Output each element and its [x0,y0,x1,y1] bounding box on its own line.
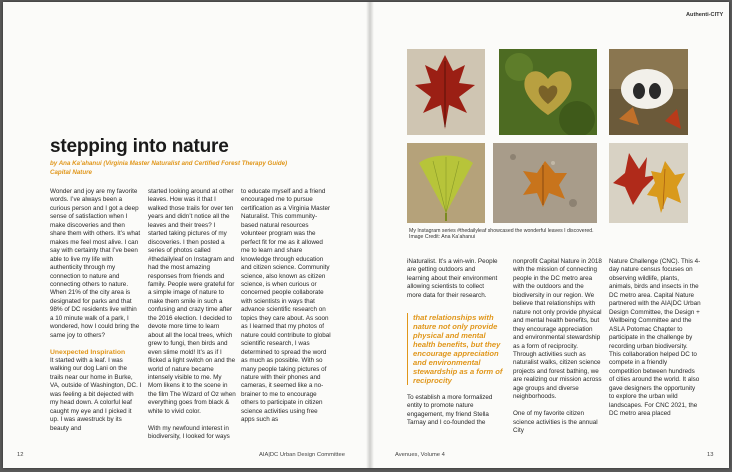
text-column-1 [50,188,142,441]
photo-dog-paw-with-leaves [609,49,688,135]
text-column-6 [609,258,701,427]
author-line: by Ana Ka’ahanui (Virginia Master Naturalist and Certified Forest Therapy Guide) [50,160,288,167]
photo-leaf-on-stone [493,143,597,223]
left-footer-title: AIA|DC Urban Design Committee [259,452,345,458]
text-column-5 [513,258,603,444]
subheading: Unexpected Inspiration [50,348,126,356]
photo-ginkgo-leaf [407,143,485,223]
photo-red-oak-leaf [407,49,485,135]
paragraph: nonprofit Capital Nature in 2018 with the mission of connecting people in the DC metro area with the outdoors and the biodiversity in our region. We believe that relationships with nature not only provide physical and mental health benefits, but they encourage appreciation and environmental stewardship as a form of reciprocity. Through activities such as naturalist walks, citizen science projects and forest bathing, we are realizing our mission across age groups and diverse neighborhoods. [513,258,602,401]
paragraph: started looking around at other leaves. How was it that I walked those trails for over ten years and didn’t notice all the leaves and their trees? I started taking pictures of my discoveries. I then posted a series of photos called #thedailyleaf on Instagram and had the most amazing responses from friends and family. People were grateful for a simple image of nature to make them smile in such a confusing and crazy time after the 2016 election. I decided to devote more time to learn about all the local trees, which grew to fungi, then birds and even slime mold! It’s as if I flicked a light switch on and the world of nature became intensely visible to me. My Mom likens it to the scene in the film The Wizard of Oz when everything goes from black & white to vivid color. [148,188,236,415]
photo-red-and-yellow-leaves [609,143,688,223]
paragraph: With my newfound interest in biodiversity, I looked for ways [148,424,230,441]
page-gutter [366,2,374,468]
text-column-4 [407,258,499,309]
paragraph: iNaturalist. It’s a win-win. People are getting outdoors and learning about their environment allowing scientists to collect more data for their research. [407,258,498,299]
pull-quote: that relationships with nature not only provide physical and mental health benefits, but they encourage appreciation and environmental stewardship as a form of reciprocity [407,313,507,385]
paragraph: Nature Challenge (CNC). This 4-day nature census focuses on observing wildlife, plants, animals, birds and insects in the DC metro area. Capital Nature partnered with the AIA|DC Urban Design Committee, the Design + Wellbeing Committee and the ASLA Potomac Chapter to participate in the challenge by recording urban biodiversity. This collaboration helped DC to compete in a friendly competition between hundreds of cities around the world. It also gave designers the opportunity to explore the urban wild landscapes. For CNC 2021, the DC metro area placed [609,258,701,418]
text-column-2 [148,188,236,450]
author-affiliation: Capital Nature [50,168,92,176]
paragraph: One of my favorite citizen science activities is the annual City [513,410,598,434]
paragraph: to educate myself and a friend encouraged me to pursue certification as a Virginia Master Naturalist. This community-based natural resources volunteer program was the perfect fit for me as it allowed me to learn and share knowledge through education and citizen science. Community science, also known as citizen science, is when curious or concerned people collaborate with scientists in ways that advance scientific research on topics they care about. As soon as I learned that my photos of nature could contribute to global scientific research, I was determined to spread the word as much as possible. With so many people taking pictures of nature with their phones and cameras, it seemed like a no-brainer to me to encourage others to participate in citizen science activities using free apps such as [241,188,331,424]
left-page-number: 12 [17,452,24,458]
paragraph: It started with a leaf. I was walking our dog Lani on the trails near our home in Burke, VA, outside of Washington, DC. I was feeling a bit dejected with my head down. A colorful leaf caught my eye and I picked it up. I was awestruck by its beauty and [50,357,142,432]
photo-heart-leaf-on-moss [499,49,597,135]
right-footer-title: Avenues, Volume 4 [395,452,445,458]
photo-caption: My Instagram series #thedailyleaf showcased the wonderful leaves I discovered. Image Credit: Ana Ka’ahanui [409,228,594,241]
text-column-3 [241,188,333,433]
article-title: stepping into nature [50,136,229,157]
right-page-number: 13 [707,452,714,458]
paragraph: To establish a more formalized entity to promote nature engagement, my friend Stella Tarnay and I co-founded the [407,394,493,427]
paragraph: Wonder and joy are my favorite words. I’ve always been a curious person and I got a deep sense of satisfaction when I make discoveries and then share them with others. It’s what makes me feel most alive. I can say with certainty that I’ve been able to live my life with authenticity through my connection to nature and connecting others to nature. When 21% of the city area is designated for parks and that 98% of DC residents live within a 10 minute walk of a park, I wondered, how I could bring the same joy to others? [50,188,141,339]
text-column-4-continued [407,394,499,436]
header-brand: Authenti-CITY [686,12,724,18]
magazine-spread [3,2,729,468]
article-byline [50,160,320,177]
